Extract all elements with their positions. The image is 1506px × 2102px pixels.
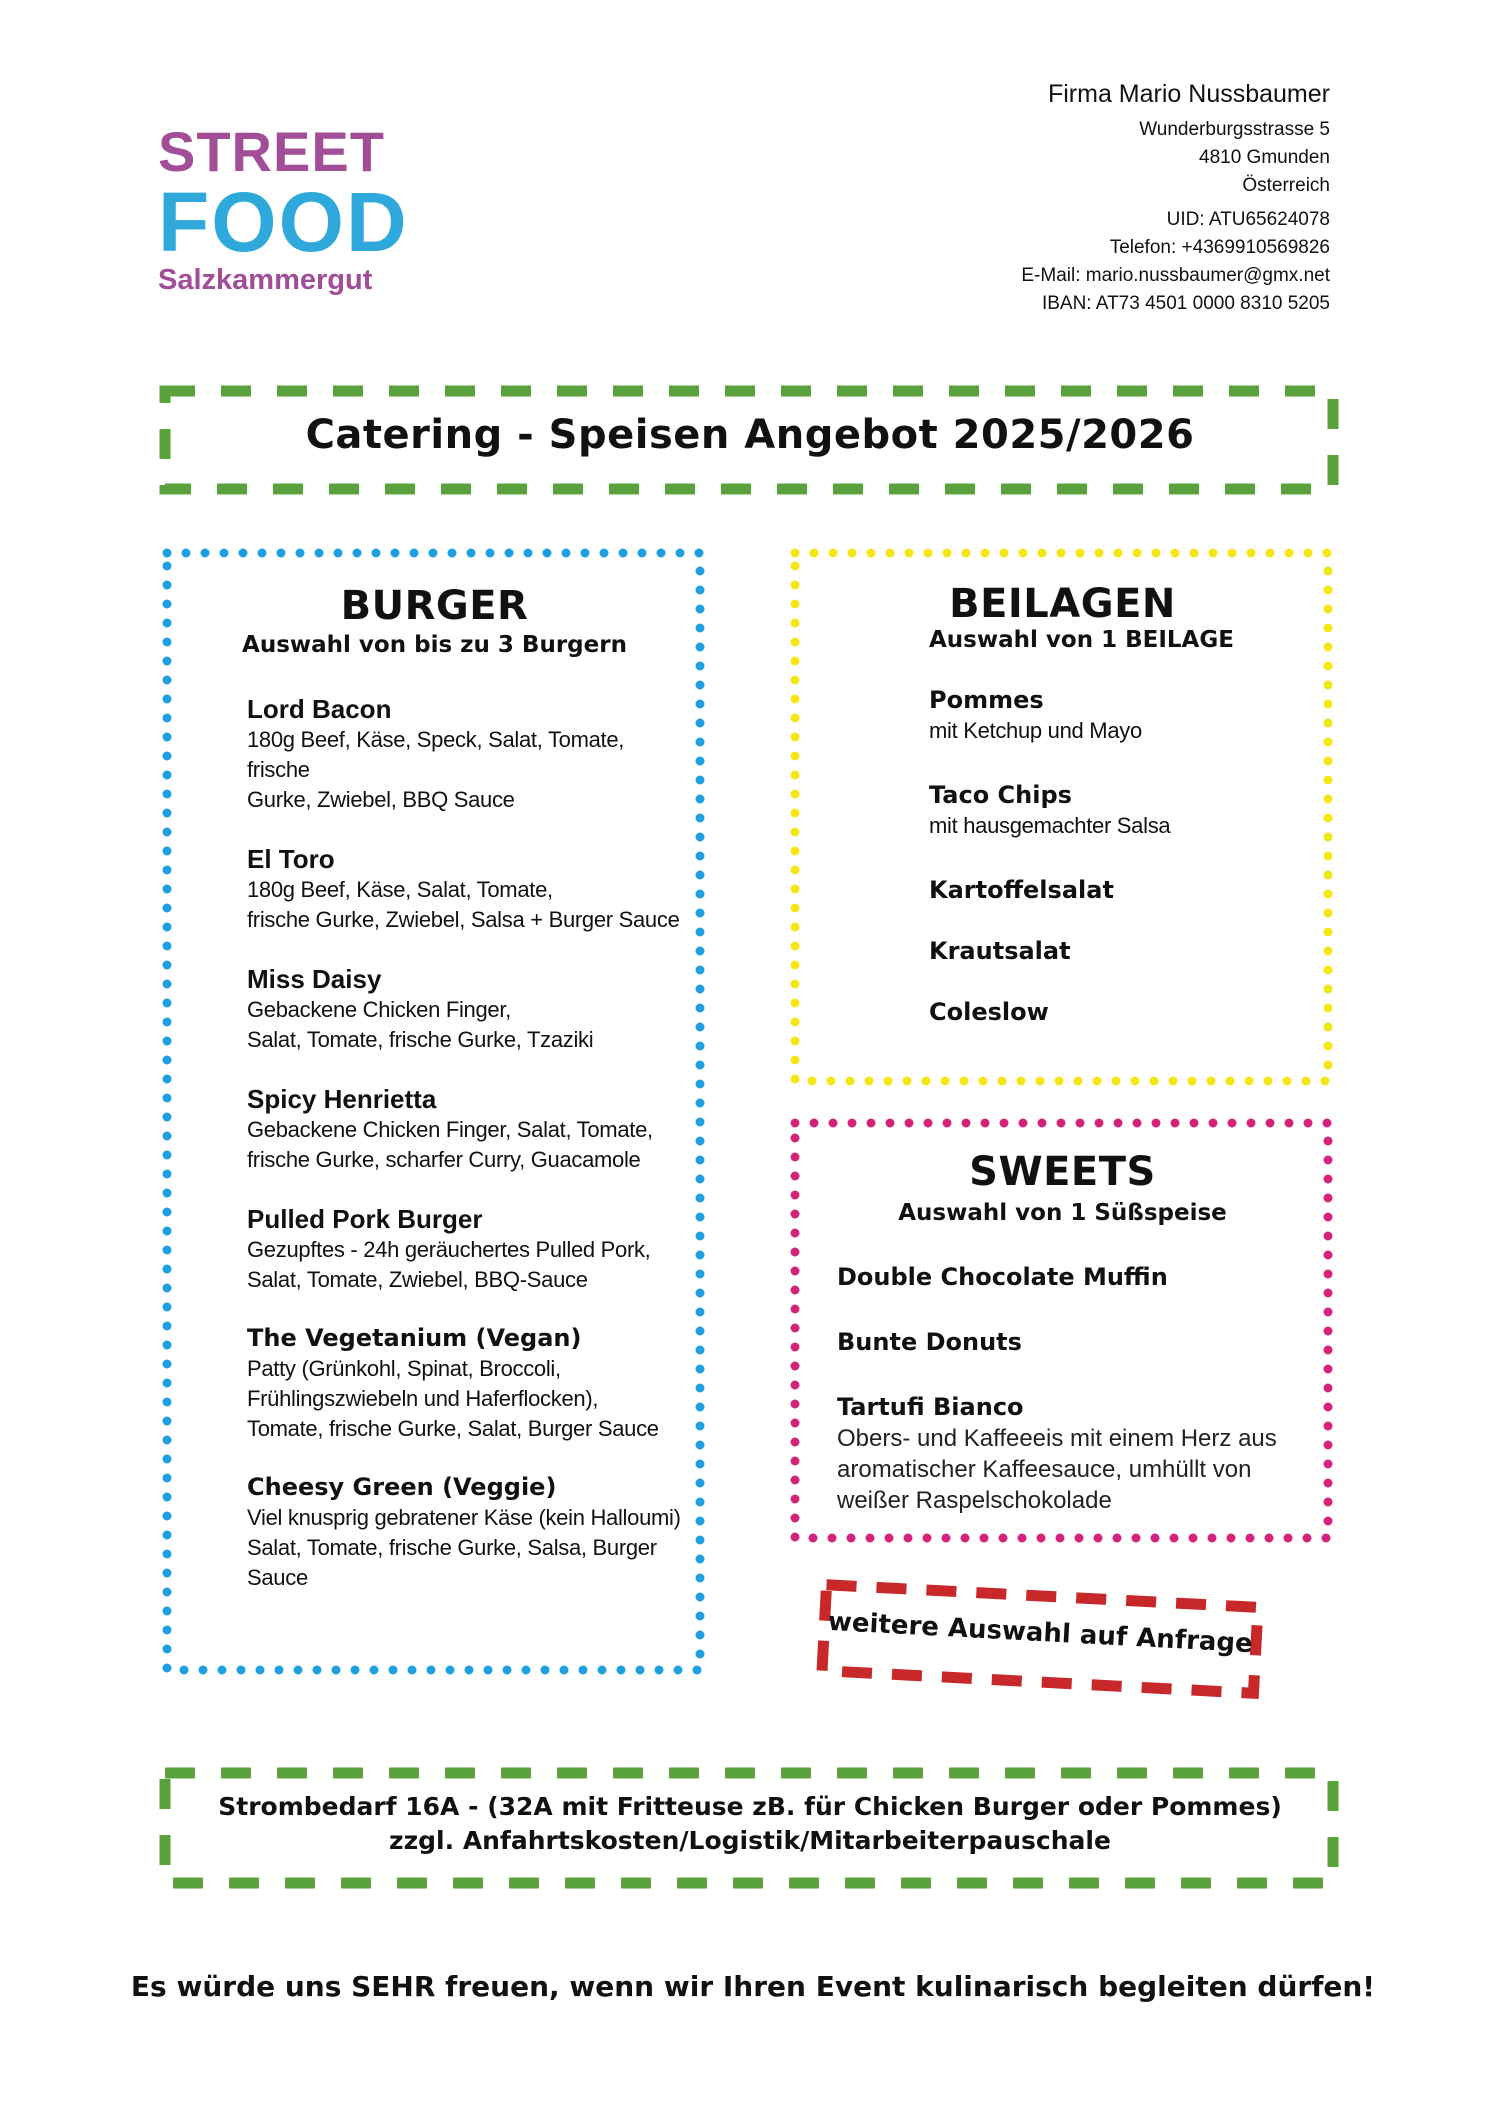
item-name: Krautsalat xyxy=(929,937,1071,965)
item-name: Double Chocolate Muffin xyxy=(837,1263,1168,1291)
sweets-title: SWEETS xyxy=(969,1149,1156,1195)
item-name: Miss Daisy xyxy=(247,964,382,994)
list-item xyxy=(247,963,687,1055)
list-item xyxy=(247,1472,687,1593)
company-phone: Telefon: +4369910569826 xyxy=(1109,237,1330,258)
item-name: Coleslow xyxy=(929,998,1049,1026)
request-stamp xyxy=(816,1578,1265,1699)
item-desc: mit hausgemachter Salsa xyxy=(929,813,1171,838)
item-name: Pommes xyxy=(929,686,1044,714)
item-desc: frische Gurke, scharfer Curry, Guacamole xyxy=(247,1147,641,1172)
burger-title: BURGER xyxy=(340,583,529,629)
item-desc: Patty (Grünkohl, Spinat, Broccoli, xyxy=(247,1356,561,1381)
company-uid: UID: ATU65624078 xyxy=(1166,209,1330,230)
beilagen-section xyxy=(790,582,1335,626)
item-name: Tartufi Bianco xyxy=(837,1393,1024,1421)
list-item xyxy=(247,843,687,935)
list-item xyxy=(929,875,1319,906)
list-item xyxy=(837,1262,1317,1293)
list-item xyxy=(247,1323,687,1444)
burger-section xyxy=(162,584,707,660)
company-email[interactable]: E-Mail: mario.nussbaumer@gmx.net xyxy=(1021,265,1330,286)
logo xyxy=(158,120,409,296)
company-iban: IBAN: AT73 4501 0000 8310 5205 xyxy=(1041,293,1330,314)
beilagen-subtitle: Auswahl von 1 BEILAGE xyxy=(929,627,1234,653)
notice-line-1: Strombedarf 16A - (32A mit Fritteuse zB. für Chicken Burger oder Pommes) xyxy=(218,1792,1282,1821)
beilagen-title: BEILAGEN xyxy=(949,581,1176,627)
list-item xyxy=(929,936,1319,967)
item-desc: 180g Beef, Käse, Salat, Tomate, xyxy=(247,877,553,902)
stamp-text: weitere Auswahl auf Anfrage xyxy=(827,1606,1254,1660)
beilagen-list xyxy=(929,685,1319,1062)
item-desc: Salat, Tomate, frische Gurke, Tzaziki xyxy=(247,1027,594,1052)
notice-text xyxy=(160,1790,1340,1858)
page-title: Catering - Speisen Angebot 2025/2026 xyxy=(305,412,1195,458)
company-country: Österreich xyxy=(1242,175,1330,196)
item-desc: Tomate, frische Gurke, Salat, Burger Sauce xyxy=(247,1416,659,1441)
list-item xyxy=(247,693,687,815)
item-desc: aromatischer Kaffeesauce, umhüllt von xyxy=(837,1456,1252,1483)
item-name: Cheesy Green (Veggie) xyxy=(247,1473,557,1501)
company-city: 4810 Gmunden xyxy=(1199,147,1330,168)
item-desc: weißer Raspelschokolade xyxy=(837,1487,1112,1514)
logo-region: Salzkammergut xyxy=(158,264,373,296)
item-name: Lord Bacon xyxy=(247,694,392,724)
list-item xyxy=(247,1083,687,1175)
list-item xyxy=(247,1203,687,1295)
item-desc: 180g Beef, Käse, Speck, Salat, Tomate, frische xyxy=(247,727,625,782)
item-desc: Gebackene Chicken Finger, Salat, Tomate, xyxy=(247,1117,653,1142)
item-desc: Obers- und Kaffeeeis mit einem Herz aus xyxy=(837,1425,1277,1452)
item-name: El Toro xyxy=(247,844,335,874)
burger-list xyxy=(247,693,687,1621)
footer-message: Es würde uns SEHR freuen, wenn wir Ihren Event kulinarisch begleiten dürfen! xyxy=(130,1970,1376,2003)
item-desc: Salat, Tomate, frische Gurke, Salsa, Burger Sauce xyxy=(247,1535,657,1590)
list-item xyxy=(929,685,1319,746)
company-name: Firma Mario Nussbaumer xyxy=(1047,80,1330,108)
company-street: Wunderburgsstrasse 5 xyxy=(1139,119,1330,140)
item-desc: Gebackene Chicken Finger, xyxy=(247,997,511,1022)
logo-street: STREET xyxy=(158,120,385,183)
list-item xyxy=(837,1327,1317,1358)
list-item xyxy=(929,780,1319,841)
list-item xyxy=(837,1392,1317,1516)
sweets-list xyxy=(837,1262,1317,1550)
item-name: Taco Chips xyxy=(929,781,1072,809)
sweets-subtitle: Auswahl von 1 Süßspeise xyxy=(898,1200,1227,1226)
notice-line-2: zzgl. Anfahrtskosten/Logistik/Mitarbeiterpauschale xyxy=(389,1826,1111,1855)
item-desc: Salat, Tomate, Zwiebel, BBQ-Sauce xyxy=(247,1267,588,1292)
item-desc: Gurke, Zwiebel, BBQ Sauce xyxy=(247,787,515,812)
item-name: The Vegetanium (Vegan) xyxy=(247,1324,582,1352)
item-desc: Gezupftes - 24h geräuchertes Pulled Pork, xyxy=(247,1237,651,1262)
item-name: Pulled Pork Burger xyxy=(247,1204,483,1234)
item-desc: mit Ketchup und Mayo xyxy=(929,718,1142,743)
company-info xyxy=(1021,78,1330,318)
logo-food: FOOD xyxy=(158,175,409,269)
item-name: Spicy Henrietta xyxy=(247,1084,437,1114)
item-name: Bunte Donuts xyxy=(837,1328,1022,1356)
item-desc: Viel knusprig gebratener Käse (kein Halloumi) xyxy=(247,1505,681,1530)
sweets-section xyxy=(790,1150,1335,1228)
list-item xyxy=(929,997,1319,1028)
item-desc: frische Gurke, Zwiebel, Salsa + Burger Sauce xyxy=(247,907,680,932)
burger-subtitle: Auswahl von bis zu 3 Burgern xyxy=(242,632,627,658)
item-name: Kartoffelsalat xyxy=(929,876,1114,904)
item-desc: Frühlingszwiebeln und Haferflocken), xyxy=(247,1386,599,1411)
